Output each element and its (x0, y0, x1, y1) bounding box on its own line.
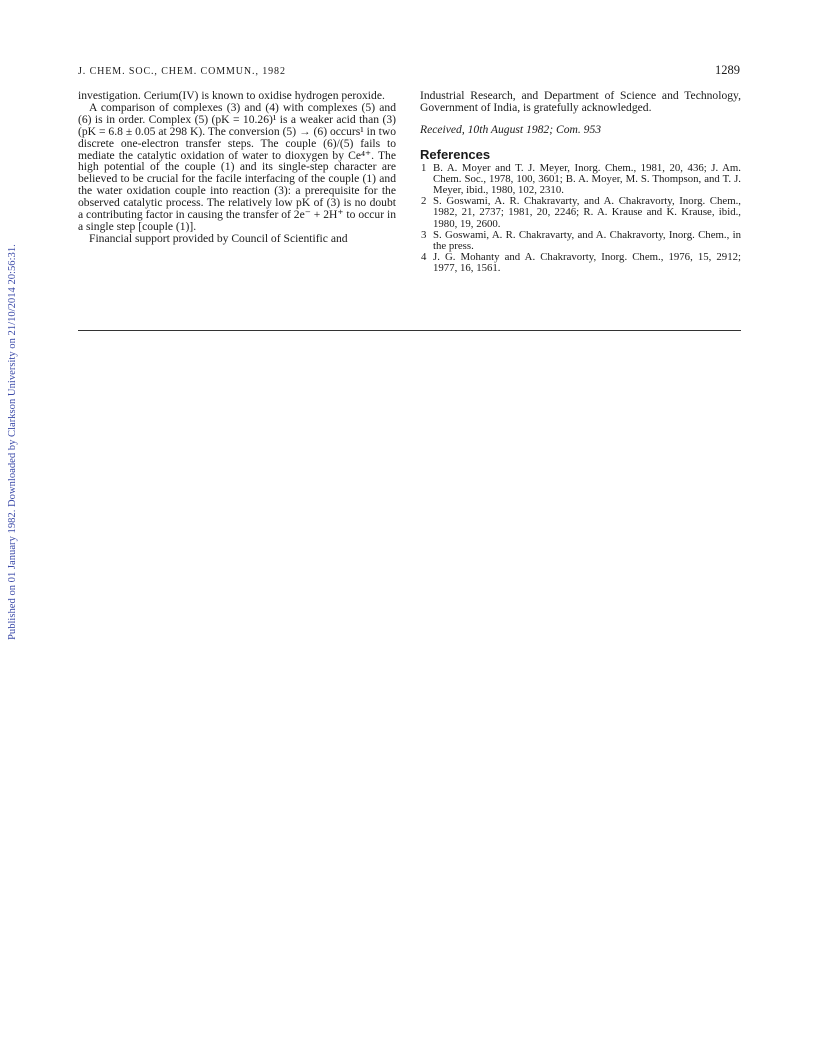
received-line: Received, 10th August 1982; Com. 953 (420, 122, 602, 136)
acknowledgement-continued: Industrial Research, and Department of Science and Technology, Government of India, is gratefully acknowledged. (420, 89, 741, 114)
right-column (420, 90, 741, 275)
download-watermark (6, 150, 18, 640)
paragraph-2: A comparison of complexes (3) and (4) with complexes (5) and (6) is in order. Complex (5) (pK = 10.26)¹ is a weaker acid than (3) (pK = 6.8 ± 0.05 at 298 K). The conversion (5) → (6) occurs¹ in two discrete one-electron transfer steps. The couple (6)/(5) fails to mediate the catalytic oxidation of water to dioxygen by Ce⁴⁺. The high potential of the couple (1) and its single-step character are believed to be crucial for the facile interfacing of the couple (1) and the water oxidation couple into reaction (3): a prerequisite for the observed catalytic process. The relatively low pK of (3) is no doubt a contributing factor in causing the transfer of 2e⁻ + 2H⁺ to occur in a single step [couple (1)]. (78, 100, 396, 233)
reference-item (420, 163, 741, 197)
reference-text: S. Goswami, A. R. Chakravarty, and A. Chakravorty, Inorg. Chem., 1982, 21, 2737; 1981, 20, 2246; R. A. Krause and K. Krause, ibid., 1980, 19, 2600. (433, 195, 741, 230)
watermark-text: Published on 01 January 1982. Downloaded by Clarkson University on 21/10/2014 20:56:31. (7, 244, 18, 640)
reference-item (420, 252, 741, 274)
reference-text: J. G. Mohanty and A. Chakravorty, Inorg. Chem., 1976, 15, 2912; 1977, 16, 1561. (433, 251, 741, 275)
references-heading: References (420, 146, 491, 162)
reference-item (420, 196, 741, 230)
reference-text: S. Goswami, A. R. Chakravarty, and A. Chakravorty, Inorg. Chem., in the press. (433, 228, 741, 253)
reference-number: 1 (421, 161, 427, 174)
reference-text: B. A. Moyer and T. J. Meyer, Inorg. Chem., 1981, 20, 436; J. Am. Chem. Soc., 1978, 100, 3601; B. A. Moyer, M. S. Thompson, and T. J. Meyer, ibid., 1980, 102, 2310. (433, 161, 741, 197)
running-head: J. CHEM. SOC., CHEM. COMMUN., 1982 (78, 66, 286, 77)
reference-number: 3 (421, 228, 427, 241)
left-column (78, 90, 396, 245)
reference-item (420, 230, 741, 252)
paragraph-3: Financial support provided by Council of Scientific and (89, 231, 348, 245)
end-of-article-rule (78, 330, 741, 331)
paragraph-1: investigation. Cerium(IV) is known to oxidise hydrogen peroxide. (78, 89, 385, 102)
reference-number: 4 (421, 251, 427, 264)
reference-number: 2 (421, 195, 427, 208)
page-number: 1289 (715, 63, 740, 77)
